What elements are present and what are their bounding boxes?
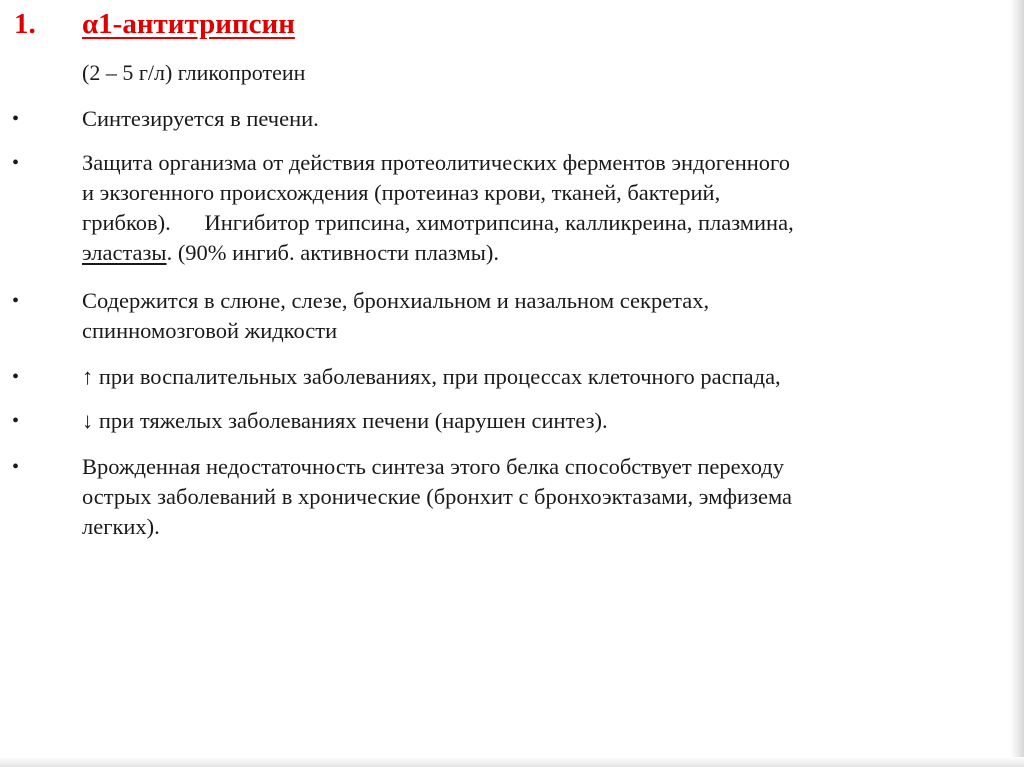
bullet-marker: •: [12, 456, 20, 478]
underlined-word: эластазы: [82, 240, 167, 265]
bullet-marker: •: [12, 108, 20, 130]
bullet-marker: •: [12, 290, 20, 312]
text-fragment: . (90% ингиб. активности плазмы).: [166, 240, 499, 265]
text-line: острых заболеваний в хронические (бронхит с бронхоэктазами, эмфизема: [82, 484, 793, 509]
heading: [0, 8, 1010, 48]
bullet-text: [82, 148, 1002, 268]
text-line: Защита организма от действия протеолитических ферментов эндогенного: [82, 150, 790, 175]
bullet-text: Синтезируется в печени.: [82, 106, 319, 131]
text-line: грибков). Ингибитор трипсина, химотрипсина, калликреина, плазмина,: [82, 210, 794, 235]
text-line: легких).: [82, 514, 160, 539]
bullet-marker: •: [12, 410, 20, 432]
bullet-text: [82, 452, 1002, 542]
text-line: спинномозговой жидкости: [82, 318, 338, 343]
text-line: Содержится в слюне, слезе, бронхиальном и назальном секретах,: [82, 288, 710, 313]
heading-number: 1.: [14, 8, 36, 40]
bullet-text: ↑ при воспалительных заболеваниях, при процессах клеточного распада,: [82, 364, 781, 389]
bullet-marker: •: [12, 152, 20, 174]
text-line: и экзогенного происхождения (протеиназ крови, тканей, бактерий,: [82, 180, 721, 205]
bullet-marker: •: [12, 366, 20, 388]
subtitle: (2 – 5 г/л) гликопротеин: [82, 60, 306, 85]
heading-title: α1-антитрипсин: [82, 8, 295, 40]
text-line: Врожденная недостаточность синтеза этого белка способствует переходу: [82, 454, 785, 479]
bullet-text: ↓ при тяжелых заболеваниях печени (нарушен синтез).: [82, 408, 608, 433]
slide-bottom-shadow: [0, 757, 1024, 767]
bullet-text: [82, 286, 1002, 346]
slide-edge-shadow: [1010, 0, 1024, 767]
text-line: [82, 238, 1002, 268]
